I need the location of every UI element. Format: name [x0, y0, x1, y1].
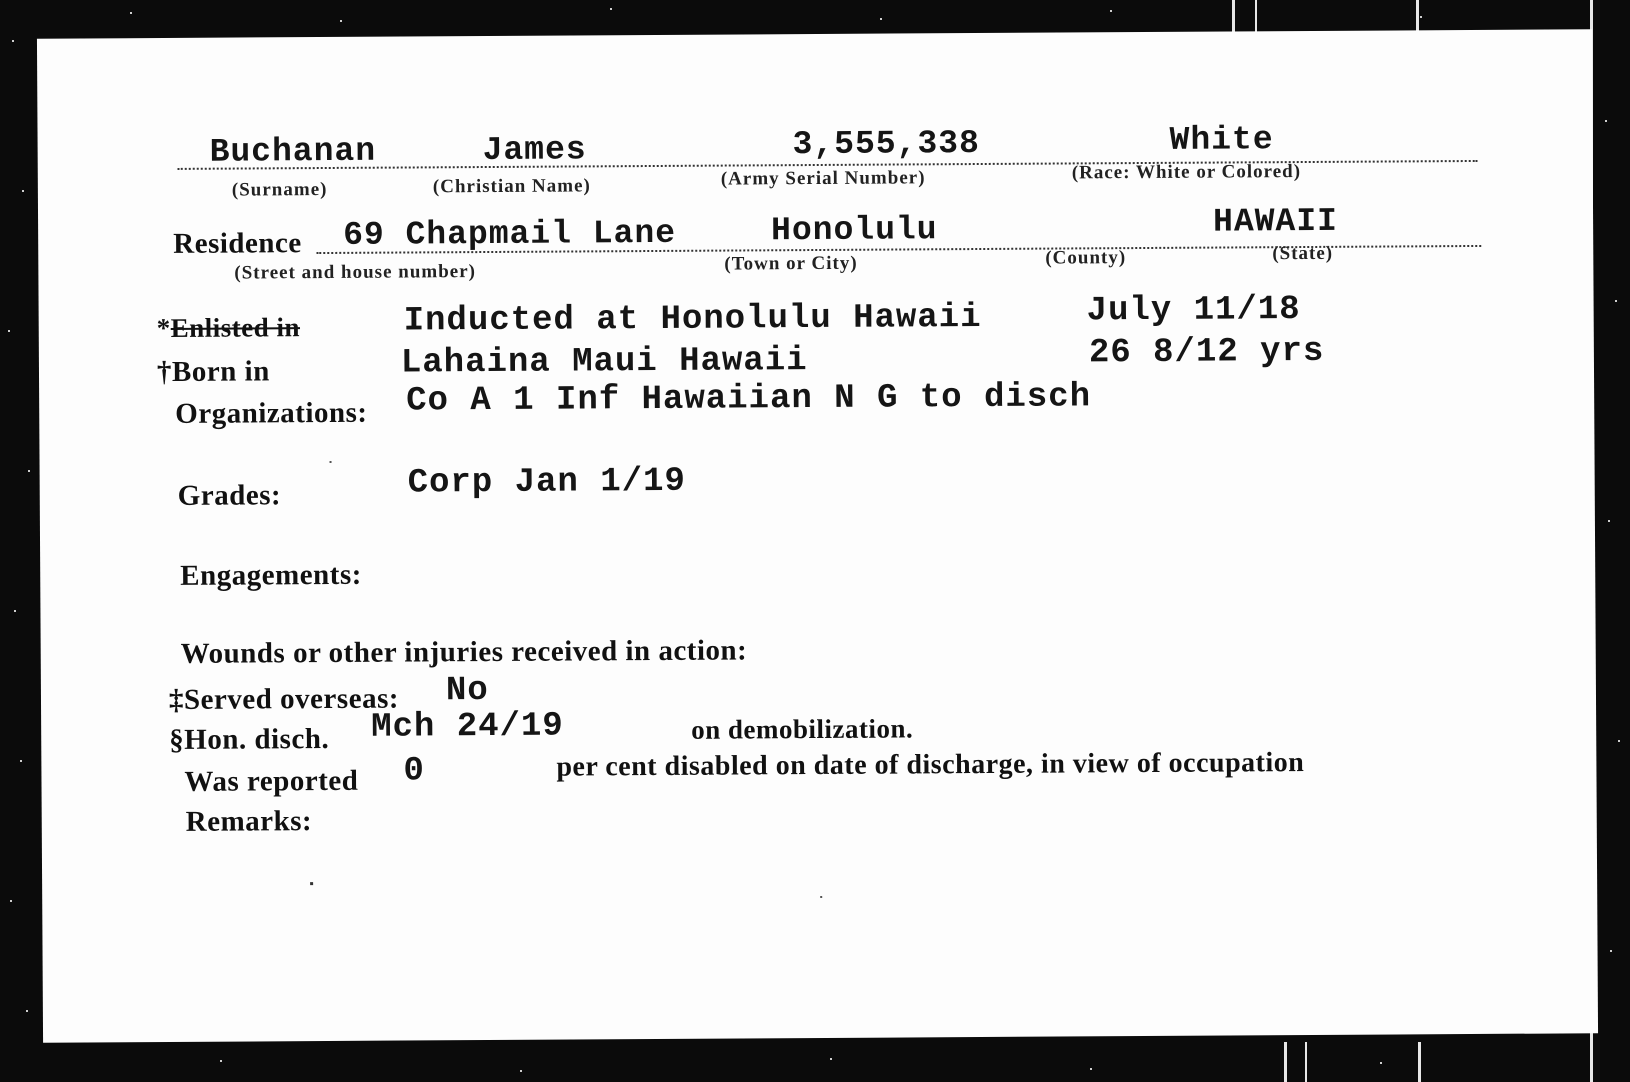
serial-number-value: 3,555,338 [792, 125, 980, 164]
engagements-label: Engagements: [180, 558, 362, 592]
stray-mark [820, 896, 822, 898]
born-label: †Born in [156, 355, 270, 389]
stray-mark [310, 882, 313, 885]
speck [830, 1058, 832, 1060]
speck [130, 12, 132, 14]
speck [220, 1060, 222, 1062]
serial-number-caption: (Army Serial Number) [720, 167, 926, 190]
race-value: White [1169, 121, 1274, 159]
speck [1420, 16, 1422, 18]
speck [22, 190, 24, 192]
born-value: Lahaina Maui Hawaii [400, 342, 808, 383]
organizations-label: Organizations: [175, 396, 368, 430]
speck [1110, 10, 1112, 12]
grades-label: Grades: [177, 479, 282, 512]
remarks-label: Remarks: [185, 805, 313, 838]
was-reported-label: Was reported [184, 764, 359, 798]
speck [1610, 950, 1612, 952]
speck [1608, 520, 1610, 522]
disability-suffix: per cent disabled on date of discharge, in view of occupation [556, 747, 1305, 783]
served-overseas-value: No [445, 672, 489, 711]
speck [1380, 1062, 1382, 1064]
speck [28, 470, 30, 472]
scan-edge-line [1232, 0, 1235, 34]
speck [20, 760, 22, 762]
surname-caption: (Surname) [231, 178, 328, 201]
surname-value: Buchanan [209, 132, 377, 171]
service-record-card [37, 29, 1598, 1042]
speck [1090, 1068, 1092, 1070]
served-overseas-label: ‡Served overseas: [168, 682, 400, 716]
wounds-label: Wounds or other injuries received in action: [180, 634, 748, 670]
enlisted-value: Inducted at Honolulu Hawaii [403, 298, 982, 341]
residence-street-value: 69 Chapmail Lane [343, 214, 677, 254]
enlisted-mark: * [156, 312, 171, 344]
speck [14, 610, 16, 612]
hon-discharge-label: §Hon. disch. [169, 722, 330, 756]
town-caption: (Town or City) [724, 252, 858, 275]
stray-mark [330, 461, 332, 463]
county-caption: (County) [1045, 247, 1127, 269]
street-caption: (Street and house number) [234, 261, 477, 284]
organizations-value: Co A 1 Inf Hawaiian N G to disch [406, 378, 1092, 421]
residence-town-value: Honolulu [771, 211, 938, 250]
speck [12, 40, 14, 42]
residence-label: Residence [173, 227, 302, 260]
christian-name-value: James [482, 131, 587, 170]
race-caption: (Race: White or Colored) [1071, 161, 1302, 184]
enlisted-label-text: Enlisted in [170, 312, 301, 343]
born-age: 26 8/12 yrs [1088, 332, 1325, 373]
christian-name-caption: (Christian Name) [432, 175, 591, 198]
enlisted-label [157, 312, 300, 344]
state-caption: (State) [1272, 242, 1334, 265]
scan-edge-line [1416, 0, 1419, 34]
speck [610, 8, 612, 10]
speck [520, 1070, 522, 1072]
speck [1618, 740, 1620, 742]
enlisted-date: July 11/18 [1086, 291, 1301, 331]
speck [880, 18, 882, 20]
scan-edge-line [1284, 1042, 1287, 1082]
scan-edge-line [1255, 0, 1257, 34]
speck [10, 900, 12, 902]
speck [8, 330, 10, 332]
speck [1615, 300, 1617, 302]
residence-state-value: HAWAII [1212, 202, 1339, 241]
scan-edge-line [1305, 1042, 1307, 1082]
grades-value: Corp Jan 1/19 [407, 462, 687, 503]
speck [26, 1010, 28, 1012]
hon-discharge-suffix: on demobilization. [691, 713, 914, 745]
hon-discharge-value: Mch 24/19 [371, 707, 564, 747]
disability-percent-value: 0 [403, 752, 425, 791]
scan-edge-line [1418, 1042, 1421, 1082]
speck [1605, 120, 1607, 122]
speck [340, 20, 342, 22]
